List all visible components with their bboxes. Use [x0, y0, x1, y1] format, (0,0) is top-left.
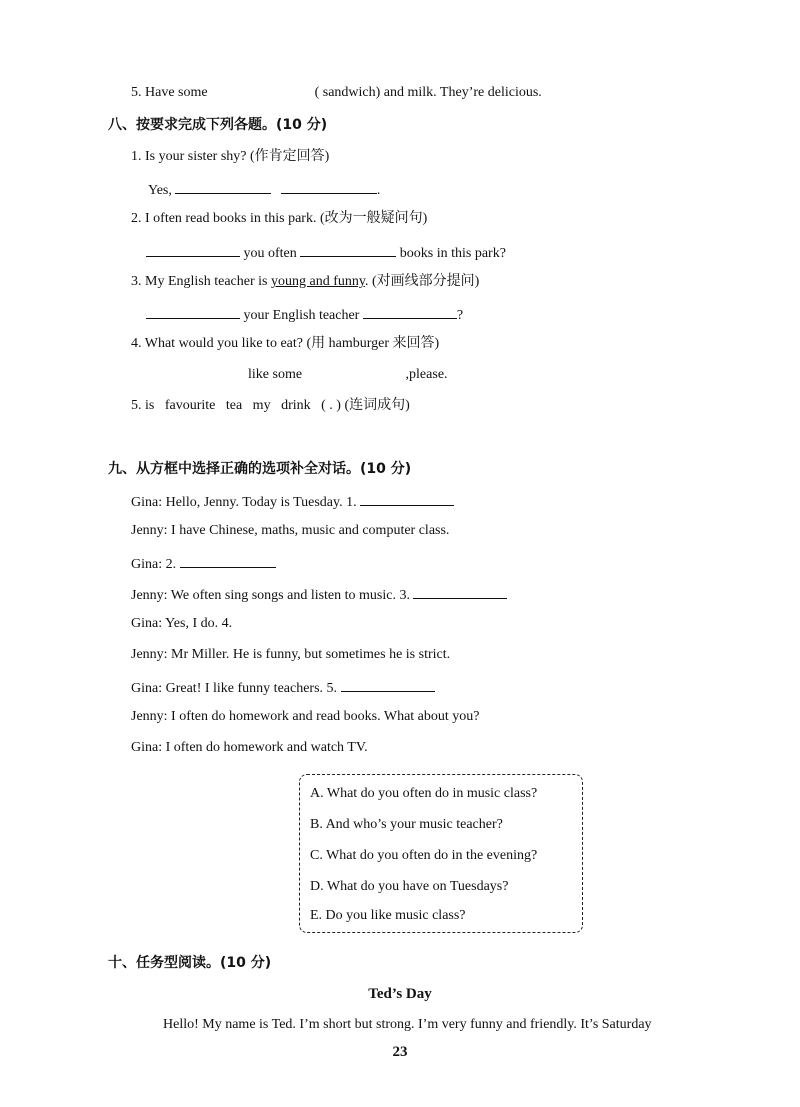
dialogue-line: Gina: Yes, I do. 4.: [131, 616, 233, 631]
section8-heading: 八、按要求完成下列各题。(10 分): [108, 117, 328, 133]
dialogue-line: Jenny: I have Chinese, maths, music and computer class.: [131, 523, 450, 538]
answer-blank[interactable]: [360, 491, 454, 506]
s8-q1-answer: [148, 179, 380, 200]
section10-heading: 十、任务型阅读。(10 分): [108, 955, 272, 971]
s8-q3-answer: [146, 304, 463, 325]
answer-blank[interactable]: [363, 304, 457, 319]
answer-blank[interactable]: [413, 584, 507, 599]
s8-q1-answer-prefix: Yes,: [148, 183, 172, 198]
s8-q5-text: 5. is favourite tea my drink ( . ) (连词成句): [131, 398, 410, 413]
s8-q4-text: 4. What would you like to eat? (用 hamburger 来回答): [131, 336, 440, 351]
dialogue-line: Gina: I often do homework and watch TV.: [131, 740, 368, 755]
option-e: E. Do you like music class?: [310, 908, 466, 923]
s8-q3-text: [131, 273, 479, 291]
answer-blank[interactable]: [300, 242, 396, 257]
s8-q2-answer: [146, 242, 506, 263]
dialogue-line: [131, 677, 435, 698]
s8-q3-mid: your English teacher: [243, 308, 360, 323]
dialogue-text: Jenny: We often sing songs and listen to music. 3.: [131, 588, 410, 603]
q5-prev: [131, 84, 542, 102]
s8-q3-prefix: 3. My English teacher is: [131, 274, 268, 289]
s8-q3-end: ?: [456, 308, 464, 323]
option-b: B. And who’s your music teacher?: [310, 817, 503, 832]
s8-q1-answer-end: .: [376, 183, 381, 198]
section9-heading: 九、从方框中选择正确的选项补全对话。(10 分): [108, 461, 412, 477]
s8-q4-answer: [248, 366, 448, 384]
answer-blank[interactable]: [146, 304, 240, 319]
dialogue-line: [131, 491, 454, 512]
dialogue-text: Gina: Hello, Jenny. Today is Tuesday. 1.: [131, 495, 357, 510]
s8-q4-end: ,please.: [405, 367, 448, 382]
options-box: [299, 774, 583, 933]
s8-q2-text: 2. I often read books in this park. (改为一般疑问句): [131, 211, 428, 226]
passage-title: Ted’s Day: [368, 986, 432, 1002]
dialogue-text: Gina: Great! I like funny teachers. 5.: [131, 681, 338, 696]
answer-blank[interactable]: [180, 553, 276, 568]
option-c: C. What do you often do in the evening?: [310, 848, 538, 863]
dialogue-text: Gina: 2.: [131, 557, 177, 572]
s8-q2-mid2: books in this park?: [399, 246, 506, 261]
s8-q4-mid: like some: [248, 367, 303, 382]
q5-prev-suffix: and milk. They’re delicious.: [383, 85, 542, 100]
dialogue-line: Jenny: Mr Miller. He is funny, but sometimes he is strict.: [131, 647, 451, 662]
passage-first-line: Hello! My name is Ted. I’m short but strong. I’m very funny and friendly. It’s Saturday: [163, 1017, 652, 1032]
page-number: 23: [392, 1044, 408, 1060]
s8-q2-mid1: you often: [243, 246, 297, 261]
option-a: A. What do you often do in music class?: [310, 786, 538, 801]
q5-prev-prefix: 5. Have some: [131, 85, 208, 100]
s8-q1-text: 1. Is your sister shy? (作肯定回答): [131, 149, 330, 164]
answer-blank[interactable]: [281, 179, 377, 194]
dialogue-line: [131, 553, 276, 574]
answer-blank[interactable]: [146, 242, 240, 257]
dialogue-line: Jenny: I often do homework and read books. What about you?: [131, 709, 480, 724]
answer-blank[interactable]: [175, 179, 271, 194]
q5-prev-hint: ( sandwich): [314, 85, 381, 100]
dialogue-line: [131, 584, 507, 605]
answer-blank[interactable]: [341, 677, 435, 692]
option-d: D. What do you have on Tuesdays?: [310, 879, 509, 894]
s8-q3-underlined: young and funny: [270, 274, 365, 289]
s8-q3-suffix: . (对画线部分提问): [364, 274, 480, 289]
